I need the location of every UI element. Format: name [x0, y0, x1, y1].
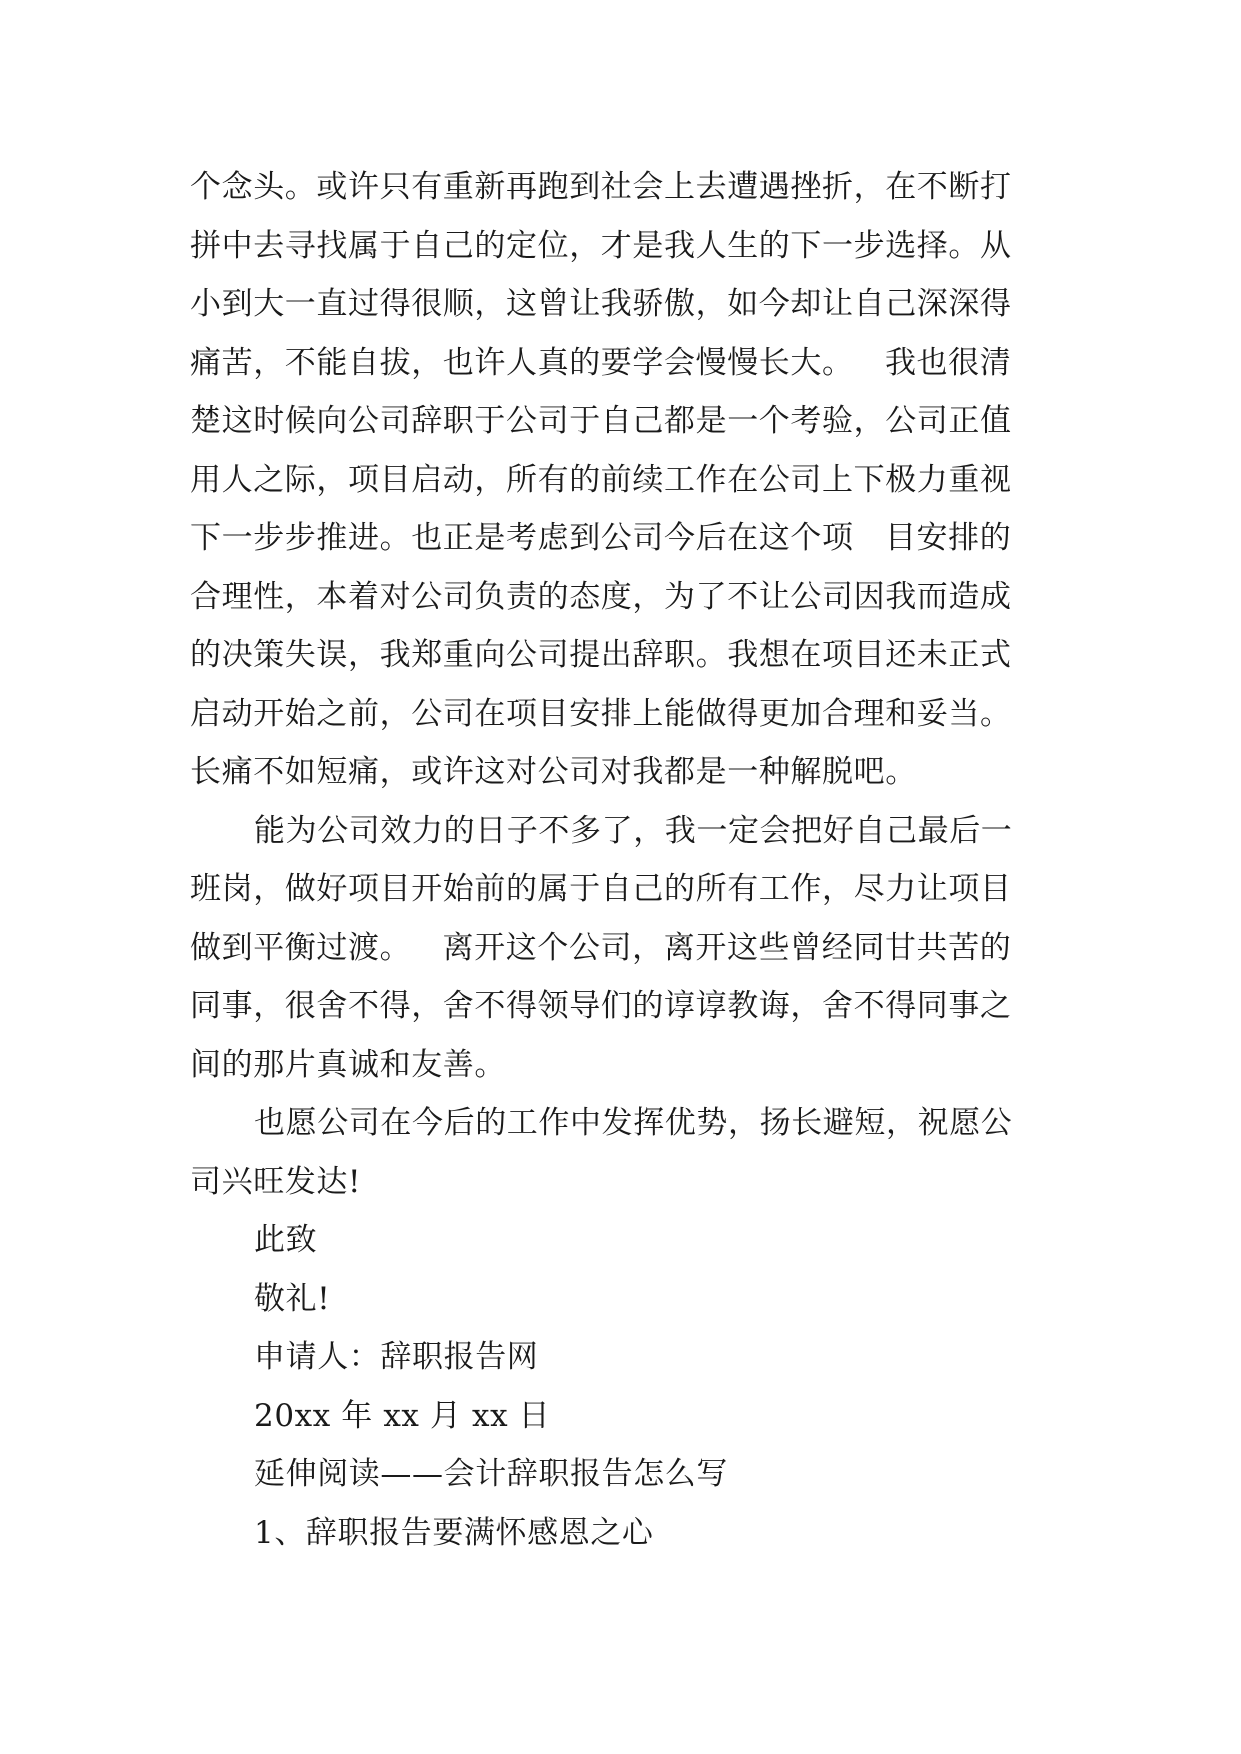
text-line: 拼中去寻找属于自己的定位，才是我人生的下一步选择。从	[190, 227, 1012, 264]
text-line: 此致	[254, 1222, 318, 1258]
text-line: 启动开始之前，公司在项目安排上能做得更加合理和妥当。	[190, 695, 1012, 732]
text-line: 也愿公司在今后的工作中发挥优势，扬长避短，祝愿公	[254, 1105, 1013, 1141]
text-line: 20xx 年 xx 月 xx 日	[254, 1397, 551, 1434]
text-line: 的决策失误，我郑重向公司提出辞职。我想在项目还未正式	[190, 637, 1012, 673]
text-line: 做到平衡过渡。 离开这个公司，离开这些曾经同甘共苦的	[190, 929, 1012, 966]
text-line: 痛苦，不能自拔，也许人真的要学会慢慢长大。 我也很清	[190, 344, 1012, 381]
text-line: 下一步步推进。也正是考虑到公司今后在这个项 目安排的	[190, 520, 1012, 556]
text-line: 个念头。或许只有重新再跑到社会上去遭遇挫折，在不断打	[190, 169, 1012, 205]
text-line: 敬礼!	[254, 1280, 331, 1317]
text-line: 楚这时候向公司辞职于公司于自己都是一个考验，公司正值	[190, 403, 1012, 439]
text-line: 班岗，做好项目开始前的属于自己的所有工作，尽力让项目	[190, 871, 1012, 907]
text-line: 能为公司效力的日子不多了，我一定会把好自己最后一	[254, 812, 1013, 849]
text-line: 1、辞职报告要满怀感恩之心	[254, 1514, 654, 1551]
text-line: 间的那片真诚和友善。	[190, 1046, 506, 1083]
text-line: 同事，很舍不得，舍不得领导们的谆谆教诲，舍不得同事之	[190, 988, 1012, 1024]
text-line: 司兴旺发达!	[190, 1163, 362, 1200]
document-body	[190, 158, 1080, 1562]
text-line: 申请人：辞职报告网	[254, 1339, 539, 1375]
text-line: 合理性，本着对公司负责的态度，为了不让公司因我而造成	[190, 578, 1012, 615]
text-line: 长痛不如短痛，或许这对公司对我都是一种解脱吧。	[190, 754, 917, 790]
text-line: 延伸阅读——会计辞职报告怎么写	[254, 1456, 728, 1492]
text-line: 用人之际，项目启动，所有的前续工作在公司上下极力重视	[190, 461, 1012, 498]
text-line: 小到大一直过得很顺，这曾让我骄傲，如今却让自己深深得	[190, 286, 1012, 322]
